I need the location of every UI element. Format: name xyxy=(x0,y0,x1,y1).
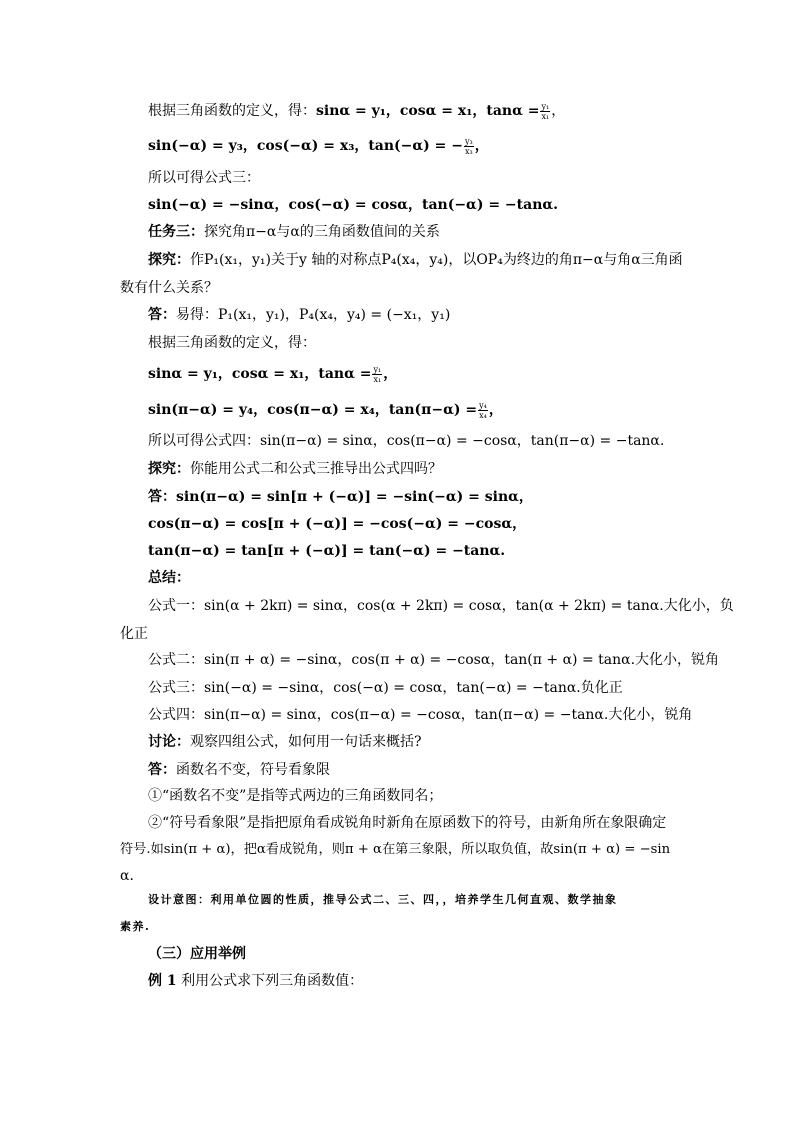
label: 探究： xyxy=(148,461,190,477)
frac-num: y₁ xyxy=(541,101,550,111)
text: 化正 xyxy=(120,626,148,642)
text: ， xyxy=(551,103,566,119)
text: 符号.如sin(π + α)，把α看成锐角，则π + α在第三象限，所以取负值，故sin(π + α) = −sin xyxy=(120,842,671,857)
formula-four-summary xyxy=(148,705,692,725)
text: 函数名不变，符号看象限 xyxy=(176,762,330,778)
label: 讨论： xyxy=(148,734,190,750)
text: 你能用公式二和公式三推导出公式四吗？ xyxy=(190,461,442,477)
text: cos(π−α) = cos[π + (−α)] = −cos(−α) = −cosα， xyxy=(148,516,527,532)
summary-heading xyxy=(148,568,190,588)
frac-num: y₁ xyxy=(373,364,382,374)
fraction xyxy=(540,102,550,121)
label: 例 1 xyxy=(148,973,177,989)
text: 所以可得公式四：sin(π−α) = sinα，cos(π−α) = −cosα，tan(π−α) = −tanα. xyxy=(148,433,665,449)
frac-num: y₃ xyxy=(465,136,473,146)
formula-three-summary xyxy=(148,678,623,698)
text: sin(−α) = −sinα，cos(−α) = cosα，tan(−α) = −tanα. xyxy=(148,197,559,213)
label: 答： xyxy=(148,762,176,778)
text-line xyxy=(120,624,148,644)
text-line xyxy=(148,786,442,806)
text: ， xyxy=(383,366,398,382)
formula-line xyxy=(148,400,503,420)
formula-one xyxy=(148,596,734,616)
definition-line-1 xyxy=(148,101,565,121)
formula-line xyxy=(148,514,526,534)
text: ， xyxy=(474,138,489,154)
label: （三）应用举例 xyxy=(148,946,246,962)
answer-line xyxy=(148,305,450,325)
answer-line xyxy=(148,760,330,780)
explore-line xyxy=(148,459,442,479)
text: 作P₁(x₁，y₁)关于y 轴的对称点P₄(x₄，y₄)，以OP₄为终边的角π−α与角α三角函 xyxy=(190,252,683,268)
text: 观察四组公式，如何用一句话来概括? xyxy=(190,734,422,750)
math: sin(π−α) = y₄，cos(π−α) = x₄，tan(π−α) = xyxy=(148,402,478,418)
label: 总结： xyxy=(148,570,190,586)
text: 数有什么关系？ xyxy=(120,280,218,296)
text-line xyxy=(148,168,260,188)
formula-line-2 xyxy=(148,136,489,156)
math: sinα = y₁，cosα = x₁，tanα = xyxy=(316,103,540,119)
text: 根据三角函数的定义，得： xyxy=(148,335,316,351)
text: 设计意图：利用单位圆的性质，推导公式二、三、四，，培养学生几何直观、数学抽象 xyxy=(148,893,618,906)
text: 利用公式求下列三角函数值： xyxy=(176,973,364,989)
fraction xyxy=(464,137,474,156)
example-one-line xyxy=(148,971,363,991)
explore-line xyxy=(148,250,683,270)
text: α. xyxy=(120,868,134,884)
text: 易得：P₁(x₁，y₁)，P₄(x₄，y₄) = (−x₁，y₁) xyxy=(176,307,451,323)
design-intent-note-cont xyxy=(120,917,150,937)
text: 素养. xyxy=(120,920,151,933)
text: 公式三：sin(−α) = −sinα，cos(−α) = cosα，tan(−α) = −tanα.负化正 xyxy=(148,680,623,696)
frac-den: x₁ xyxy=(373,374,382,384)
text: ②“符号看象限”是指把原角看成锐角时新角在原函数下的符号，由新角所在象限确定 xyxy=(148,815,667,831)
frac-den: x₄ xyxy=(479,410,487,420)
text-line xyxy=(120,278,218,298)
label: 答： xyxy=(148,489,176,505)
text: ①“函数名不变”是指等式两边的三角函数同名； xyxy=(148,788,443,804)
fraction xyxy=(372,365,382,384)
frac-num: y₄ xyxy=(479,400,487,410)
text: 公式一：sin(α + 2kπ) = sinα，cos(α + 2kπ) = cosα，tan(α + 2kπ) = tanα.大化小，负 xyxy=(148,598,734,614)
fraction xyxy=(478,401,488,420)
math: sinα = y₁，cosα = x₁，tanα = xyxy=(148,366,372,382)
label: 探究： xyxy=(148,252,190,268)
text: 根据三角函数的定义，得： xyxy=(148,103,316,119)
text: ， xyxy=(488,402,503,418)
design-intent-note xyxy=(148,890,618,910)
text-line xyxy=(148,813,666,833)
discussion-line xyxy=(148,732,422,752)
formula-line xyxy=(148,541,505,561)
formula-line xyxy=(148,364,397,384)
math: sin(−α) = y₃，cos(−α) = x₃，tan(−α) = − xyxy=(148,138,464,154)
task-three-heading xyxy=(148,222,440,242)
label: 答： xyxy=(148,307,176,323)
answer-line xyxy=(148,487,533,507)
formula-three xyxy=(148,195,558,215)
text-line xyxy=(120,840,670,860)
text-line xyxy=(120,866,134,886)
label: 任务三： xyxy=(148,224,204,240)
frac-den: x₁ xyxy=(541,111,550,121)
text: 所以可得公式三： xyxy=(148,170,260,186)
text: 公式四：sin(π−α) = sinα，cos(π−α) = −cosα，tan(π−α) = −tanα.大化小，锐角 xyxy=(148,707,693,723)
text: sin(π−α) = sin[π + (−α)] = −sin(−α) = sinα， xyxy=(176,489,533,505)
formula-two xyxy=(148,650,719,670)
text-line xyxy=(148,333,316,353)
text: 探究角π−α与α的三角函数值间的关系 xyxy=(204,224,440,240)
text: tan(π−α) = tan[π + (−α)] = tan(−α) = −tanα. xyxy=(148,543,506,559)
section-heading xyxy=(148,944,246,964)
frac-den: x₃ xyxy=(465,146,473,156)
formula-four xyxy=(148,431,664,451)
text: 公式二：sin(π + α) = −sinα，cos(π + α) = −cosα，tan(π + α) = tanα.大化小，锐角 xyxy=(148,652,720,668)
